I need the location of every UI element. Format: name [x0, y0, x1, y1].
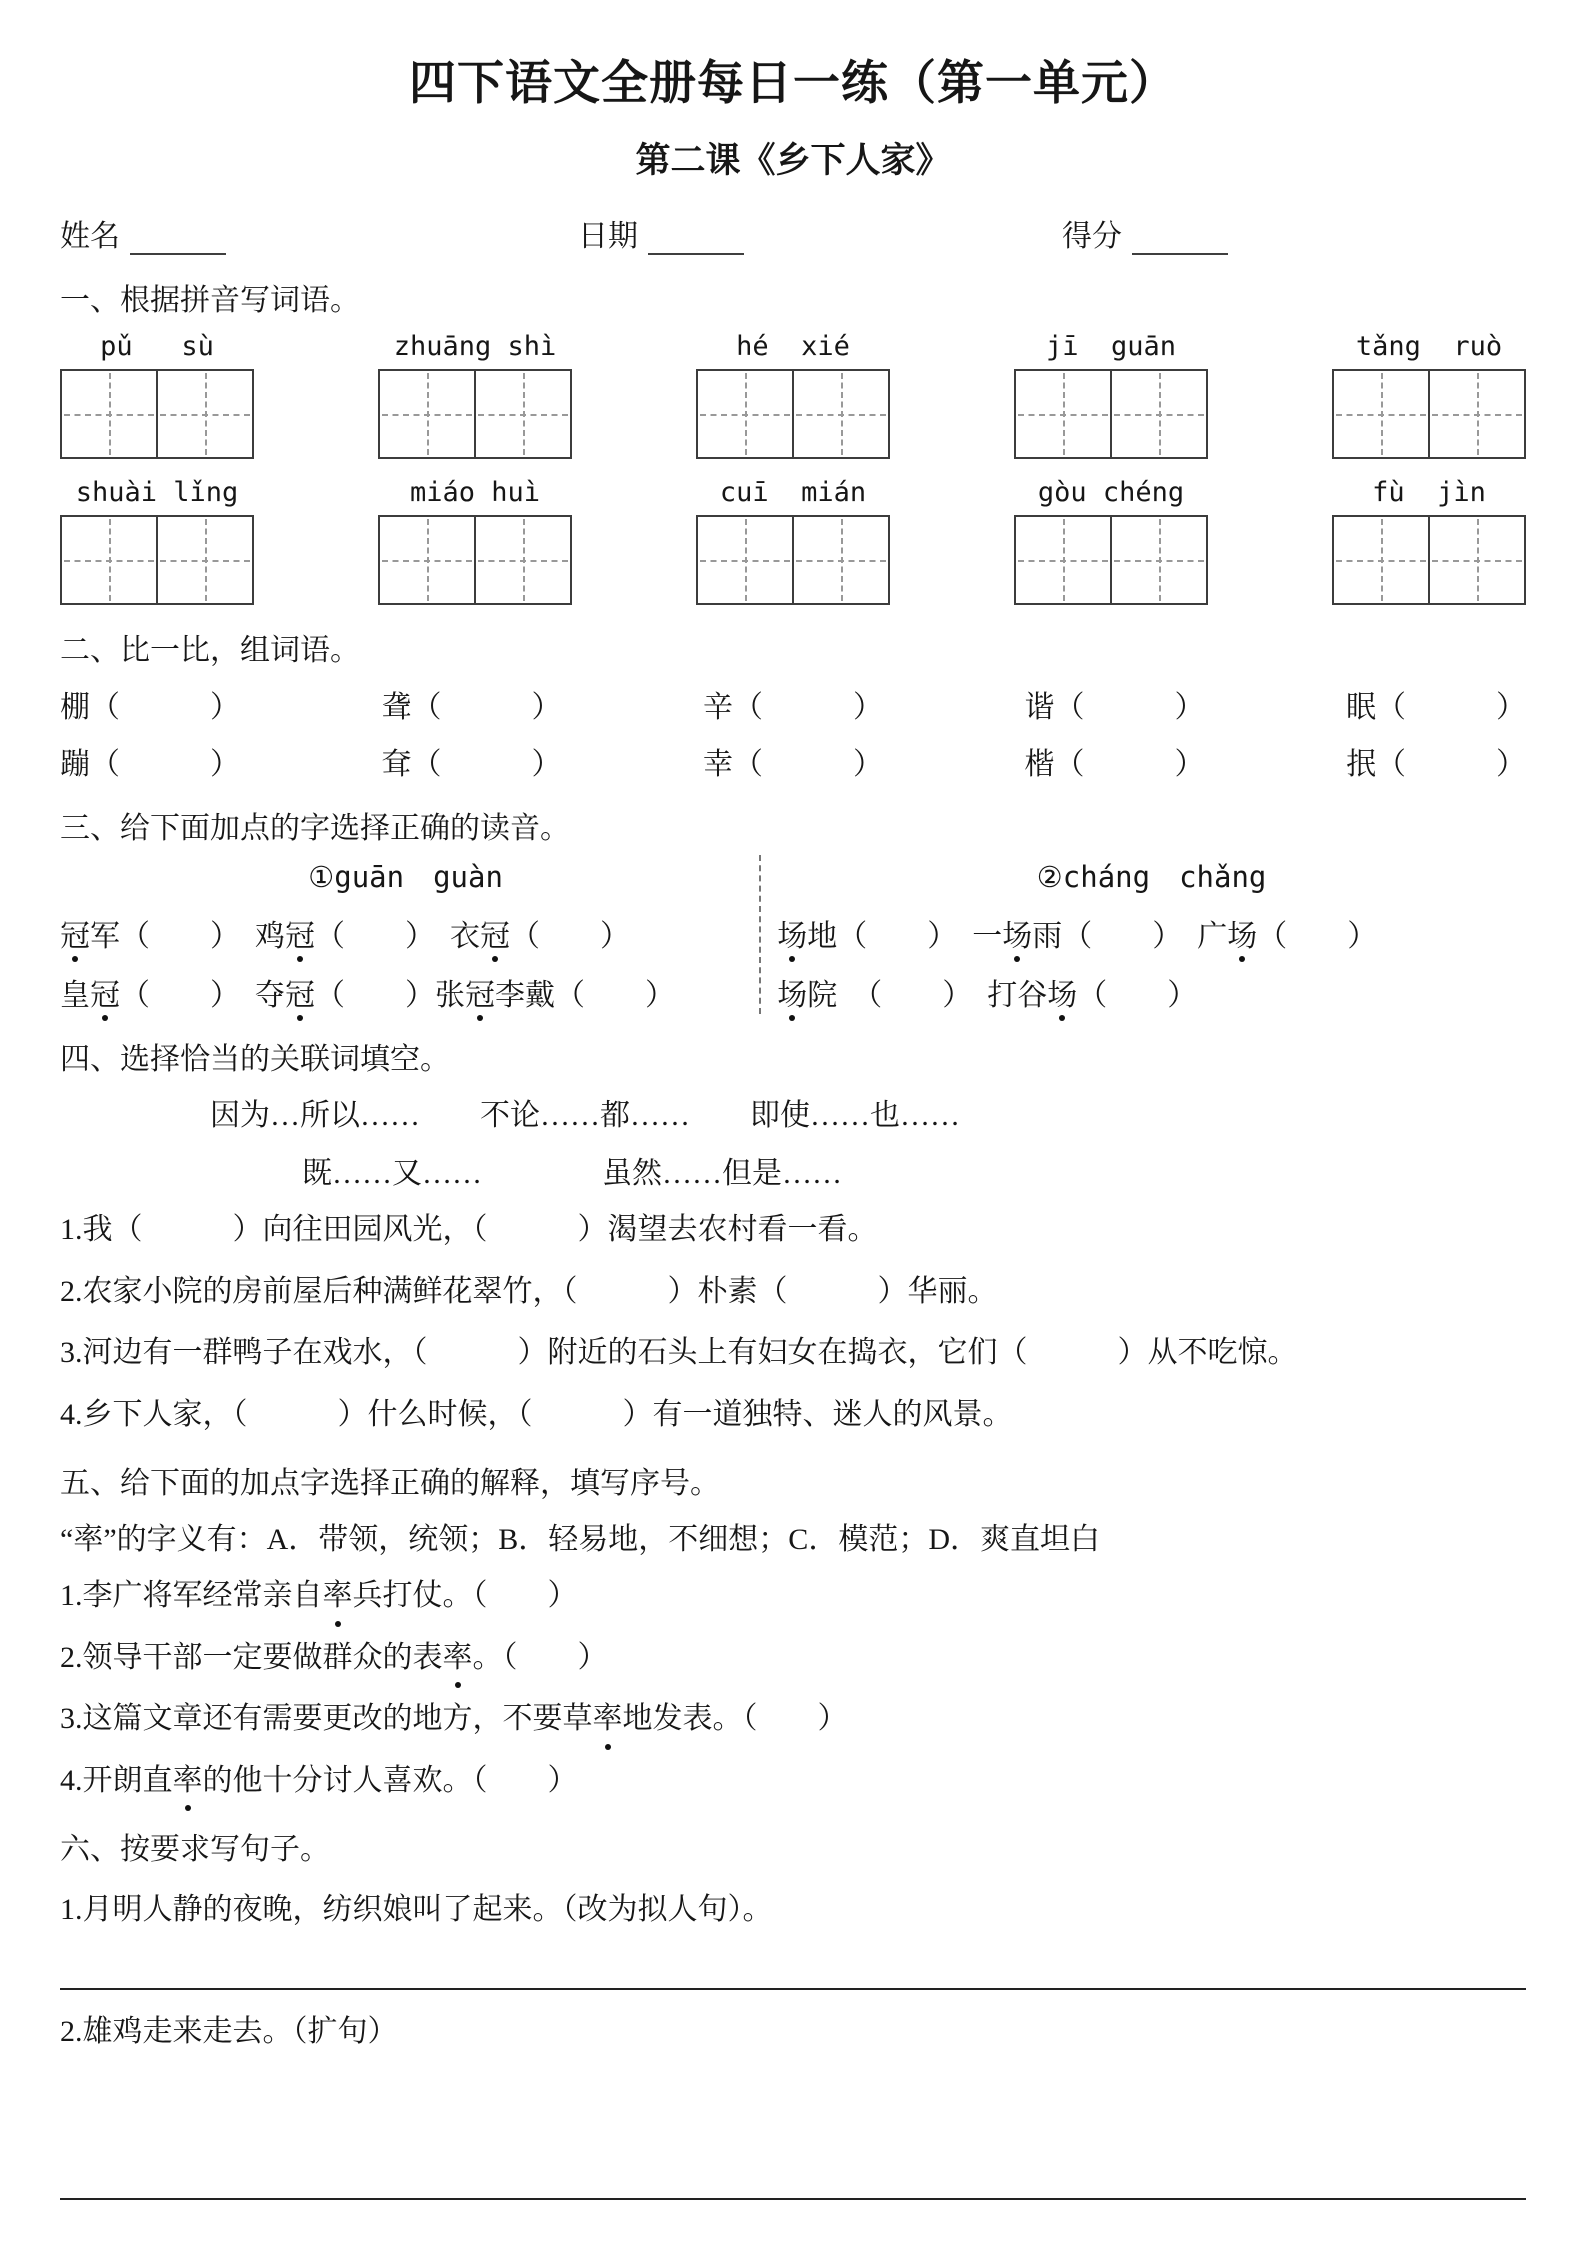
pron-line[interactable]: 场院 （ ） 打谷场（ ） — [777, 970, 1526, 1014]
pinyin-label: miáo huì — [409, 477, 541, 508]
word-pair[interactable]: 耷（ ） — [381, 748, 562, 781]
word-pair[interactable]: 辛（ ） — [703, 691, 883, 724]
section-pronunciation — [60, 803, 1526, 1014]
writing-cell[interactable] — [1334, 517, 1428, 603]
section3-heading: 三、给下面加点的字选择正确的读音。 — [60, 812, 570, 845]
date-field — [578, 211, 744, 255]
word-pair[interactable]: 蹦（ ） — [60, 748, 240, 781]
writing-cell[interactable] — [62, 371, 156, 457]
pinyin-word-block — [378, 477, 572, 605]
definition-item[interactable]: 3.这篇文章还有需要更改的地方，不要草率地发表。（ ） — [60, 1696, 1526, 1743]
date-label: 日期 — [578, 220, 638, 253]
fill-blank-item[interactable]: 2.农家小院的房前屋后种满鲜花翠竹，（ ）朴素（ ）华丽。 — [60, 1274, 998, 1308]
pinyin-word-block — [1332, 477, 1526, 605]
section4-heading: 四、选择恰当的关联词填空。 — [60, 1043, 450, 1076]
word-pair[interactable]: 抿（ ） — [1346, 748, 1526, 781]
section2-heading: 二、比一比，组词语。 — [60, 634, 360, 667]
word-pair[interactable]: 幸（ ） — [703, 748, 883, 781]
pron-option-guan: ①guān guàn — [308, 860, 503, 894]
writing-cell[interactable] — [1428, 371, 1524, 457]
pinyin-label: cuī mián — [719, 477, 867, 508]
pinyin-word-block — [1332, 331, 1526, 459]
writing-grid — [1014, 369, 1208, 459]
score-blank[interactable] — [1132, 223, 1228, 255]
pronunciation-columns — [60, 855, 1526, 1014]
writing-cell[interactable] — [792, 517, 888, 603]
writing-grid — [378, 369, 572, 459]
score-label: 得分 — [1062, 220, 1122, 253]
pronunciation-right-column — [761, 855, 1526, 1014]
sentence-item: 1.月明人静的夜晚，纺织娘叫了起来。（改为拟人句）。 — [60, 1893, 773, 1926]
sentence-item: 2.雄鸡走来走去。（扩句） — [60, 2015, 398, 2048]
section-conjunctions — [60, 1034, 1526, 1438]
pinyin-row-2 — [60, 477, 1526, 605]
writing-cell[interactable] — [1016, 517, 1110, 603]
writing-cell[interactable] — [698, 517, 792, 603]
conjunction-options-2: 既……又…… 虽然……但是…… — [302, 1157, 842, 1190]
section1-heading: 一、根据拼音写词语。 — [60, 284, 360, 317]
pinyin-word-block — [60, 477, 254, 605]
pron-line[interactable]: 皇冠（ ） 夺冠（ ）张冠李戴（ ） — [60, 970, 751, 1014]
name-label: 姓名 — [60, 220, 120, 253]
writing-grid — [1332, 369, 1526, 459]
fill-blank-item[interactable]: 3.河边有一群鸭子在戏水，（ ）附近的石头上有妇女在捣衣，它们（ ）从不吃惊。 — [60, 1336, 1298, 1369]
writing-grid — [696, 515, 890, 605]
section-definitions — [60, 1458, 1526, 1804]
word-pair[interactable]: 棚（ ） — [60, 691, 240, 724]
section-sentences — [60, 1824, 1526, 2200]
writing-cell[interactable] — [380, 517, 474, 603]
writing-grid — [1332, 515, 1526, 605]
name-field — [60, 211, 226, 255]
pinyin-label: hé xié — [736, 331, 850, 362]
pinyin-word-block — [696, 331, 890, 459]
writing-cell[interactable] — [474, 517, 570, 603]
pinyin-row-1 — [60, 331, 1526, 459]
definition-item[interactable]: 4.开朗直率的他十分讨人喜欢。（ ） — [60, 1758, 1526, 1805]
pinyin-label: gòu chéng — [1037, 477, 1185, 508]
writing-cell[interactable] — [62, 517, 156, 603]
definition-legend: “率”的字义有：A．带领，统领；B．轻易地，不细想；C．模范；D．爽直坦白 — [60, 1523, 1100, 1556]
name-blank[interactable] — [130, 223, 226, 255]
pinyin-word-block — [60, 331, 254, 459]
writing-cell[interactable] — [1016, 371, 1110, 457]
page-title: 四下语文全册每日一练（第一单元） — [409, 58, 1177, 110]
writing-grid — [1014, 515, 1208, 605]
score-field — [1062, 211, 1228, 255]
writing-grid — [378, 515, 572, 605]
writing-cell[interactable] — [698, 371, 792, 457]
writing-grid — [60, 369, 254, 459]
fill-blank-item[interactable]: 4.乡下人家，（ ）什么时候，（ ）有一道独特、迷人的风景。 — [60, 1397, 1013, 1431]
writing-cell[interactable] — [156, 517, 252, 603]
pron-line[interactable]: 场地（ ） 一场雨（ ） 广场（ ） — [777, 911, 1526, 955]
word-row-2 — [60, 739, 1526, 783]
writing-cell[interactable] — [792, 371, 888, 457]
writing-cell[interactable] — [1110, 371, 1206, 457]
definition-item[interactable]: 2.领导干部一定要做群众的表率。（ ） — [60, 1635, 1526, 1682]
writing-cell[interactable] — [380, 371, 474, 457]
word-pair[interactable]: 眠（ ） — [1346, 691, 1526, 724]
pron-line[interactable]: 冠军（ ） 鸡冠（ ） 衣冠（ ） — [60, 911, 751, 955]
pron-option-chang: ②cháng chǎng — [1036, 860, 1267, 894]
date-blank[interactable] — [648, 223, 744, 255]
pinyin-word-block — [696, 477, 890, 605]
writing-cell[interactable] — [1428, 517, 1524, 603]
section-pinyin — [60, 275, 1526, 605]
section6-heading: 六、按要求写句子。 — [60, 1833, 330, 1866]
pronunciation-left-column — [60, 855, 761, 1014]
pinyin-label: shuài lǐng — [75, 477, 239, 508]
answer-line[interactable] — [60, 1988, 1526, 1990]
pinyin-label: tǎng ruò — [1355, 331, 1503, 362]
word-row-1 — [60, 682, 1526, 726]
word-pair[interactable]: 聋（ ） — [381, 691, 562, 724]
word-pair[interactable]: 谐（ ） — [1024, 691, 1205, 724]
definition-item[interactable]: 1.李广将军经常亲自率兵打仗。（ ） — [60, 1573, 1526, 1620]
pinyin-word-block — [1014, 331, 1208, 459]
word-pair[interactable]: 楷（ ） — [1024, 748, 1205, 781]
writing-cell[interactable] — [1110, 517, 1206, 603]
pinyin-label: jī guān — [1045, 331, 1177, 362]
page-subtitle: 第二课《乡下人家》 — [635, 141, 951, 180]
writing-cell[interactable] — [156, 371, 252, 457]
answer-line[interactable] — [60, 2198, 1526, 2200]
writing-cell[interactable] — [474, 371, 570, 457]
pinyin-word-block — [378, 331, 572, 459]
section-word-pairs — [60, 625, 1526, 783]
writing-grid — [696, 369, 890, 459]
pinyin-label: zhuāng shì — [393, 331, 557, 362]
pinyin-label: pǔ sù — [100, 331, 214, 362]
writing-grid — [60, 515, 254, 605]
conjunction-options-1: 因为…所以…… 不论……都…… 即使……也…… — [210, 1099, 960, 1132]
section5-heading: 五、给下面的加点字选择正确的解释，填写序号。 — [60, 1467, 720, 1500]
fill-blank-item[interactable]: 1.我（ ）向往田园风光，（ ）渴望去农村看一看。 — [60, 1213, 878, 1246]
pinyin-label: fù jìn — [1372, 477, 1486, 508]
info-row — [60, 211, 1526, 255]
pinyin-word-block — [1014, 477, 1208, 605]
writing-cell[interactable] — [1334, 371, 1428, 457]
